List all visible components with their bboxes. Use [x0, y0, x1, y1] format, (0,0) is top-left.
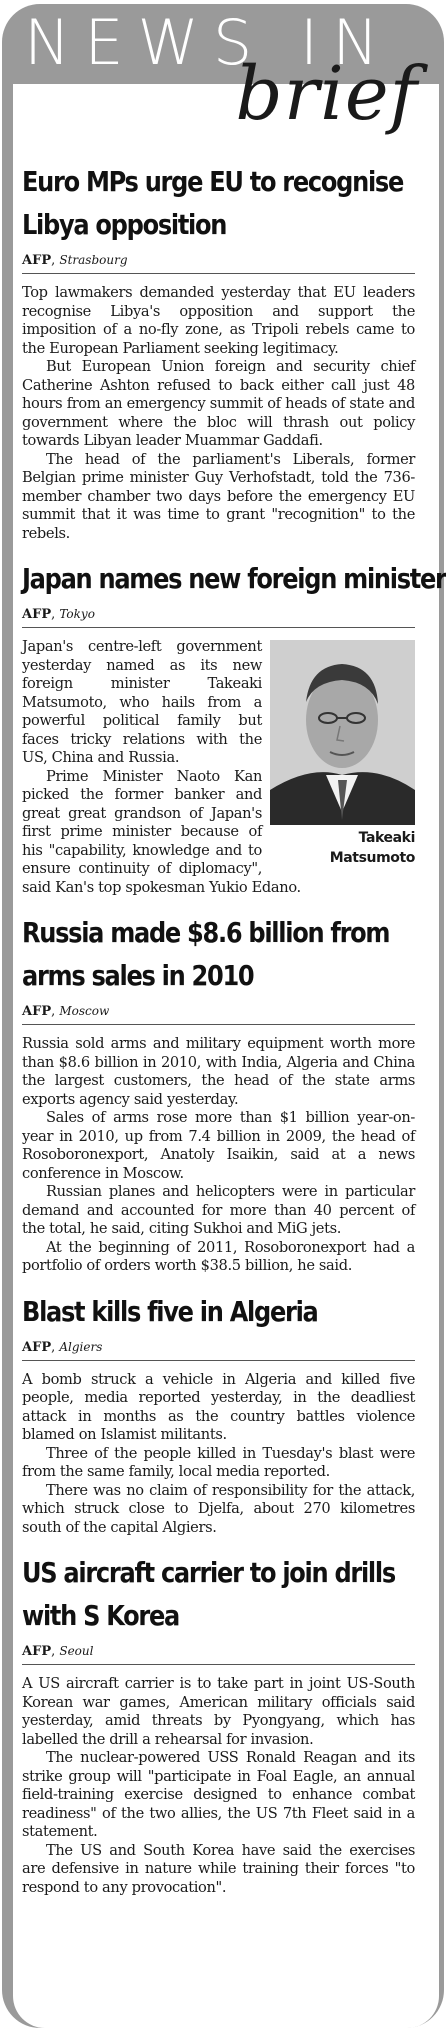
- article-dateline: AFP, Seoul: [22, 1643, 415, 1665]
- paragraph: Top lawmakers demanded yesterday that EU leaders recognise Libya's opposition and support the imposition of a no-fly zone, as Tripoli rebels came to the European Parliament seeking legitimacy.: [22, 284, 415, 357]
- article-headline: Blast kills five in Algeria: [22, 1294, 318, 1328]
- city-label: Seoul: [59, 1644, 94, 1658]
- masthead-top: NEWS IN: [24, 6, 393, 79]
- portrait-photo: [270, 640, 415, 825]
- paragraph: Sales of arms rose more than $1 billion year-on-year in 2010, up from 7.4 billion in 2009, the head of Rosoboronexport, Anatoly Isaikin, said at a news conference in Moscow.: [22, 1109, 415, 1182]
- city-label: Moscow: [59, 1004, 110, 1018]
- article-body: [22, 1035, 415, 1276]
- article-korea: [22, 1551, 415, 1897]
- agency-label: AFP: [22, 253, 52, 268]
- city-label: Tokyo: [59, 607, 95, 621]
- city-label: Algiers: [59, 1339, 103, 1354]
- article-body: [22, 638, 415, 897]
- portrait-illustration: [270, 640, 415, 825]
- paragraph: The head of the parliament's Liberals, former Belgian prime minister Guy Verhofstadt, told the 736-member chamber two days before the emergency EU summit that it was time to grant "recognition" to the rebels.: [22, 450, 415, 542]
- masthead-bottom: brief: [235, 51, 418, 137]
- city-label: Strasbourg: [59, 253, 128, 267]
- paragraph: But European Union foreign and security chief Catherine Ashton refused to back either call just 48 hours from an emergency summit of heads of state and government where the bloc will thrash out policy towards Libyan leader Muammar Gaddafi.: [22, 358, 415, 449]
- agency-label: AFP: [22, 607, 52, 622]
- article-japan: [22, 557, 446, 897]
- agency-label: AFP: [22, 1339, 52, 1355]
- paragraph: A US aircraft carrier is to take part in joint US-South Korean war games, American military officials said yesterday, amid threats by Pyongyang, which has labelled the drill a rehearsal for invasion.: [22, 1675, 415, 1748]
- paragraph: Russian planes and helicopters were in particular demand and accounted for more than 40 percent of the total, he said, citing Sukhoi and MiG jets.: [22, 1183, 415, 1237]
- article-body: [22, 1371, 415, 1538]
- paragraph: There was no claim of responsibility for the attack, which struck close to Djelfa, about 270 kilometres south of the capital Algiers.: [22, 1481, 415, 1536]
- photo-figure: [270, 640, 415, 868]
- article-dateline: AFP, Strasbourg: [22, 252, 415, 274]
- article-dateline: AFP, Moscow: [22, 1003, 415, 1025]
- article-dateline: AFP, Tokyo: [22, 606, 415, 628]
- paragraph: Prime Minister Naoto Kan picked the former banker and great great grandson of Japan's first prime minister because of his "capability, knowledge and to ensure continuity of diplomacy", said Kan's top spokesman Yukio Edano.: [22, 767, 301, 896]
- paragraph: Russia sold arms and military equipment worth more than $8.6 billion in 2010, with India, Algeria and China the largest customers, the head of the state arms exports agency said yesterday.: [22, 1035, 415, 1108]
- article-libya: [22, 160, 415, 543]
- agency-label: AFP: [22, 1644, 52, 1659]
- article-body: [22, 284, 415, 543]
- paragraph: Japan's centre-left government yesterday named as its new foreign minister Takeaki Matsumoto, who hails from a powerful political family but faces tricky relations with the US, China and Russia.: [22, 638, 262, 766]
- news-column: [22, 160, 446, 1911]
- article-dateline: AFP, Algiers: [22, 1339, 415, 1361]
- photo-caption: Takeaki Matsumoto: [329, 830, 415, 866]
- agency-label: AFP: [22, 1004, 52, 1019]
- paragraph: A bomb struck a vehicle in Algeria and killed five people, media reported yesterday, in the deadliest attack in months as the country battles violence blamed on Islamist militants.: [22, 1370, 415, 1443]
- article-headline: Russia made $8.6 billion from arms sales in 2010: [22, 916, 390, 992]
- paragraph: The US and South Korea have said the exercises are defensive in nature while training their forces "to respond to any provocation".: [22, 1841, 415, 1896]
- paragraph: The nuclear-powered USS Ronald Reagan and its strike group will "participate in Foal Eagle, an annual field-training exercise designed to enhance combat readiness" of the two allies, the US 7th Fleet said in a statement.: [22, 1749, 415, 1840]
- paragraph: Three of the people killed in Tuesday's blast were from the same family, local media reported.: [22, 1444, 415, 1480]
- article-headline: US aircraft carrier to join drills with S Korea: [22, 1556, 395, 1632]
- article-russia: [22, 911, 415, 1276]
- paragraph: At the beginning of 2011, Rosoboronexport had a portfolio of orders worth $38.5 billion, he said.: [22, 1238, 415, 1274]
- article-algeria: [22, 1290, 415, 1538]
- article-body: [22, 1675, 415, 1897]
- article-headline: Euro MPs urge EU to recognise Libya opposition: [22, 165, 404, 241]
- article-headline: Japan names new foreign minister: [22, 562, 446, 595]
